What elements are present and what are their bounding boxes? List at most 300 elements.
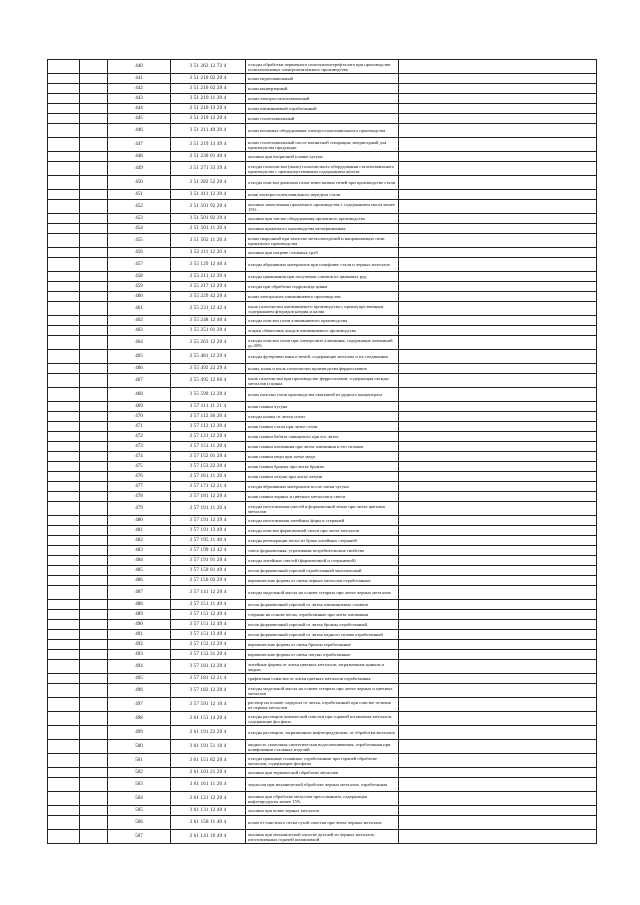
row-number: 450 xyxy=(108,176,171,190)
table-row xyxy=(48,326,597,336)
blank-cell xyxy=(48,214,80,224)
blank-cell xyxy=(399,650,597,660)
waste-name: шлак плавки латуни при литье латуни xyxy=(246,472,399,482)
row-number: 476 xyxy=(108,472,171,482)
fkko-code: 3 51 263 12 72 4 xyxy=(171,60,246,74)
blank-cell xyxy=(48,566,80,576)
blank-cell xyxy=(80,152,108,162)
blank-cell xyxy=(48,674,80,684)
blank-cell xyxy=(80,412,108,422)
blank-cell xyxy=(399,138,597,152)
blank-cell xyxy=(80,176,108,190)
row-number: 445 xyxy=(108,114,171,124)
blank-cell xyxy=(48,422,80,432)
row-number: 506 xyxy=(108,816,171,830)
blank-cell xyxy=(399,200,597,214)
waste-name: шлам сварочный при зачистке металлоизделий и направляющих печи прокатного производства xyxy=(246,234,399,248)
blank-cell xyxy=(80,816,108,830)
row-number: 464 xyxy=(108,336,171,350)
blank-cell xyxy=(48,586,80,600)
waste-name: отходы очистки газов алюминиевого производства xyxy=(246,316,399,326)
table-row xyxy=(48,364,597,374)
waste-name: отходы абразивных материалов после литья чугуна xyxy=(246,482,399,492)
waste-name: шлам медеплавильный xyxy=(246,74,399,84)
waste-name: песок формовочный горелый отработанный малоопасный xyxy=(246,566,399,576)
waste-name: шлам сталеплавильный после магнитной сепарации, непригодный для производства продукции xyxy=(246,138,399,152)
blank-cell xyxy=(399,740,597,754)
table-row xyxy=(48,712,597,726)
blank-cell xyxy=(80,452,108,462)
blank-cell xyxy=(48,650,80,660)
blank-cell xyxy=(48,84,80,94)
blank-cell xyxy=(80,472,108,482)
blank-cell xyxy=(399,726,597,740)
blank-cell xyxy=(399,316,597,326)
fkko-code: 3 61 131 12 40 4 xyxy=(171,806,246,816)
blank-cell xyxy=(48,326,80,336)
table-row xyxy=(48,60,597,74)
fkko-code: 3 55 231 12 42 4 xyxy=(171,302,246,316)
row-number: 471 xyxy=(108,422,171,432)
blank-cell xyxy=(80,190,108,200)
row-number: 479 xyxy=(108,502,171,516)
blank-cell xyxy=(399,620,597,630)
row-number: 461 xyxy=(108,302,171,316)
waste-name: отходы растворов химической очистки при горячей штамповке металлов, содержащие фосфаты xyxy=(246,712,399,726)
blank-cell xyxy=(80,364,108,374)
fkko-code: 3 51 501 11 20 4 xyxy=(171,224,246,234)
blank-cell xyxy=(80,258,108,272)
row-number: 495 xyxy=(108,674,171,684)
table-body xyxy=(48,60,597,844)
fkko-code: 3 57 112 30 20 4 xyxy=(171,412,246,422)
row-number: 468 xyxy=(108,388,171,402)
waste-name: песок формовочный горелый от литья медного сплава отработанный xyxy=(246,630,399,640)
table-row xyxy=(48,472,597,482)
fkko-code: 3 51 282 52 20 4 xyxy=(171,176,246,190)
waste-name: отходы цинковые сплавные, отработанные при горячей обработке металлов, содержащие фосфаты xyxy=(246,754,399,768)
row-number: 442 xyxy=(108,84,171,94)
table-row xyxy=(48,84,597,94)
waste-name: шлак плавки чугуна xyxy=(246,402,399,412)
fkko-code: 3 51 210 02 20 4 xyxy=(171,84,246,94)
blank-cell xyxy=(399,422,597,432)
blank-cell xyxy=(80,492,108,502)
blank-cell xyxy=(48,816,80,830)
waste-name: шлам электросталеплавильный xyxy=(246,94,399,104)
fkko-code: 3 57 151 12 49 4 xyxy=(171,610,246,620)
fkko-code: 3 55 590 12 20 4 xyxy=(171,388,246,402)
blank-cell xyxy=(48,600,80,610)
waste-name: отходы при обработке гидроксида цинка xyxy=(246,282,399,292)
fkko-code: 3 51 502 11 20 4 xyxy=(171,234,246,248)
blank-cell xyxy=(48,640,80,650)
blank-cell xyxy=(80,740,108,754)
waste-name: окалина при чистке оборудования прокатного производства xyxy=(246,214,399,224)
row-number: 486 xyxy=(108,576,171,586)
blank-cell xyxy=(80,684,108,698)
blank-cell xyxy=(48,74,80,84)
row-number: 467 xyxy=(108,374,171,388)
row-number: 483 xyxy=(108,546,171,556)
waste-name: шлак плавки алюминия при литье алюминия и его сплавов xyxy=(246,442,399,452)
fkko-code: 3 51 501 92 20 4 xyxy=(171,200,246,214)
blank-cell xyxy=(80,792,108,806)
row-number: 493 xyxy=(108,650,171,660)
row-number: 463 xyxy=(108,326,171,336)
waste-name: отходы модельной массы на основе стеарата при литье черных и цветных металлов xyxy=(246,684,399,698)
blank-cell xyxy=(399,674,597,684)
blank-cell xyxy=(48,292,80,302)
fkko-code: 3 61 151 82 20 4 xyxy=(171,754,246,768)
blank-cell xyxy=(48,740,80,754)
fkko-code: 3 57 151 11 49 4 xyxy=(171,600,246,610)
row-number: 456 xyxy=(108,248,171,258)
fkko-code: 3 52 111 12 20 4 xyxy=(171,248,246,258)
row-number: 458 xyxy=(108,272,171,282)
blank-cell xyxy=(399,698,597,712)
table-row xyxy=(48,754,597,768)
table-row xyxy=(48,422,597,432)
waste-name: окалина при механической очистке деталей из черных металлов, изготовленных горячей штамповкой xyxy=(246,830,399,844)
table-row xyxy=(48,388,597,402)
table-row xyxy=(48,830,597,844)
blank-cell xyxy=(80,830,108,844)
table-row xyxy=(48,248,597,258)
blank-cell xyxy=(48,610,80,620)
blank-cell xyxy=(48,234,80,248)
table-row xyxy=(48,792,597,806)
fkko-code: 3 57 181 12 20 4 xyxy=(171,492,246,502)
fkko-code: 3 57 153 22 20 4 xyxy=(171,462,246,472)
fkko-code: 3 61 191 51 10 4 xyxy=(171,740,246,754)
waste-name: шлак плавки стали при литье стали xyxy=(246,422,399,432)
blank-cell xyxy=(80,462,108,472)
blank-cell xyxy=(399,546,597,556)
fkko-code: 3 57 195 11 40 4 xyxy=(171,536,246,546)
blank-cell xyxy=(48,754,80,768)
row-number: 460 xyxy=(108,292,171,302)
blank-cell xyxy=(80,234,108,248)
blank-cell xyxy=(399,792,597,806)
blank-cell xyxy=(80,712,108,726)
blank-cell xyxy=(80,576,108,586)
blank-cell xyxy=(48,176,80,190)
blank-cell xyxy=(48,94,80,104)
blank-cell xyxy=(399,586,597,600)
blank-cell xyxy=(80,60,108,74)
table-row xyxy=(48,576,597,586)
fkko-code: 3 55 211 12 29 4 xyxy=(171,272,246,282)
row-number: 462 xyxy=(108,316,171,326)
fkko-code: 3 57 591 12 10 4 xyxy=(171,698,246,712)
table-row xyxy=(48,640,597,650)
fkko-code: 3 55 248 12 40 4 xyxy=(171,316,246,326)
waste-name: отходы очистки дымовых газов известковых печей при производстве стали xyxy=(246,176,399,190)
fkko-code: 3 57 151 12 49 4 xyxy=(171,620,246,630)
fkko-code: 3 57 151 11 20 4 xyxy=(171,442,246,452)
table-row xyxy=(48,556,597,566)
blank-cell xyxy=(48,660,80,674)
blank-cell xyxy=(80,224,108,234)
table-row xyxy=(48,768,597,778)
row-number: 488 xyxy=(108,600,171,610)
row-number: 477 xyxy=(108,482,171,492)
blank-cell xyxy=(399,374,597,388)
waste-name: песок формовочный горелый от литья алюминиевых сплавов xyxy=(246,600,399,610)
blank-cell xyxy=(399,768,597,778)
row-number: 455 xyxy=(108,234,171,248)
table-row xyxy=(48,138,597,152)
blank-cell xyxy=(48,152,80,162)
table-row xyxy=(48,74,597,84)
row-number: 492 xyxy=(108,640,171,650)
blank-cell xyxy=(48,768,80,778)
blank-cell xyxy=(48,576,80,586)
blank-cell xyxy=(399,816,597,830)
waste-name: отходы абразивных материалов при шлифовке стали и черных металлов xyxy=(246,258,399,272)
row-number: 485 xyxy=(108,566,171,576)
table-row xyxy=(48,536,597,546)
blank-cell xyxy=(399,412,597,422)
waste-name: шлак плавки бронзы при литье бронзы xyxy=(246,462,399,472)
row-number: 499 xyxy=(108,726,171,740)
waste-name: отходы литейных смесей (формовочной и стержневой) xyxy=(246,556,399,566)
blank-cell xyxy=(80,482,108,492)
row-number: 496 xyxy=(108,684,171,698)
fkko-code: 3 51 210 13 20 4 xyxy=(171,104,246,114)
fkko-code: 3 55 481 12 29 4 xyxy=(171,350,246,364)
waste-name: отходы цинкования при получении слитков из цинковых руд xyxy=(246,272,399,282)
blank-cell xyxy=(80,442,108,452)
fkko-code: 3 61 158 11 40 4 xyxy=(171,816,246,830)
waste-name: шлам сталеплавильный xyxy=(246,114,399,124)
blank-cell xyxy=(80,74,108,84)
blank-cell xyxy=(48,830,80,844)
blank-cell xyxy=(399,336,597,350)
waste-name: шлам от очистного песка сухой очистки при литье черных металлов xyxy=(246,816,399,830)
waste-name: шлам печатных оборудования электросталеплавильного производства xyxy=(246,124,399,138)
blank-cell xyxy=(48,472,80,482)
blank-cell xyxy=(399,248,597,258)
blank-cell xyxy=(399,556,597,566)
blank-cell xyxy=(80,402,108,412)
blank-cell xyxy=(80,640,108,650)
blank-cell xyxy=(80,432,108,442)
blank-cell xyxy=(80,336,108,350)
blank-cell xyxy=(80,586,108,600)
blank-cell xyxy=(399,432,597,442)
blank-cell xyxy=(399,364,597,374)
row-number: 487 xyxy=(108,586,171,600)
blank-cell xyxy=(399,712,597,726)
waste-name: шлак электросталеплавильного передела стали xyxy=(246,190,399,200)
row-number: 470 xyxy=(108,412,171,422)
blank-cell xyxy=(80,104,108,114)
table-row xyxy=(48,660,597,674)
row-number: 481 xyxy=(108,526,171,536)
fkko-code: 3 57 112 12 20 4 xyxy=(171,422,246,432)
fkko-code: 3 51 271 33 39 4 xyxy=(171,162,246,176)
row-number: 466 xyxy=(108,364,171,374)
waste-name: отходы очистки газов при электролизе алюминия, содержащие алюминий до 20% xyxy=(246,336,399,350)
table-row xyxy=(48,684,597,698)
blank-cell xyxy=(399,214,597,224)
fkko-code: 3 57 191 12 39 4 xyxy=(171,516,246,526)
table-row xyxy=(48,442,597,452)
waste-name: шлам конвертерный xyxy=(246,84,399,94)
blank-cell xyxy=(399,830,597,844)
blank-cell xyxy=(48,792,80,806)
table-row xyxy=(48,586,597,600)
waste-name: литейные формы от литья цветных металлов, загрязненные цинком и медью xyxy=(246,660,399,674)
blank-cell xyxy=(80,660,108,674)
fkko-code: 3 55 129 12 40 4 xyxy=(171,258,246,272)
blank-cell xyxy=(80,502,108,516)
table-row xyxy=(48,740,597,754)
blank-cell xyxy=(80,620,108,630)
waste-name: огарки обжиговых анодов алюминиевого производства xyxy=(246,326,399,336)
fkko-code: 3 61 191 22 20 4 xyxy=(171,726,246,740)
blank-cell xyxy=(399,234,597,248)
table-row xyxy=(48,272,597,282)
row-number: 465 xyxy=(108,350,171,364)
fkko-code: 3 55 263 12 20 4 xyxy=(171,336,246,350)
waste-name: отходы изготовления смесей в формовочной земле при литье цветных металлов xyxy=(246,502,399,516)
blank-cell xyxy=(399,94,597,104)
table-row xyxy=(48,190,597,200)
blank-cell xyxy=(48,502,80,516)
waste-name: шлак плавки черных и цветных металлов в смеси xyxy=(246,492,399,502)
waste-name: шлам алюминиевый отработанный xyxy=(246,104,399,114)
table-row xyxy=(48,124,597,138)
waste-name: отходы газоочистки (пыль) газоочистного оборудования сталеплавильного производства с преимущественным содержанием железа xyxy=(246,162,399,176)
fkko-code: 3 57 150 02 29 4 xyxy=(171,576,246,586)
blank-cell xyxy=(48,516,80,526)
fkko-code: 3 57 171 12 21 4 xyxy=(171,482,246,492)
blank-cell xyxy=(399,74,597,84)
blank-cell xyxy=(80,698,108,712)
fkko-code: 3 55 495 12 60 4 xyxy=(171,374,246,388)
row-number: 441 xyxy=(108,74,171,84)
fkko-code: 3 61 101 21 20 4 xyxy=(171,768,246,778)
table-row xyxy=(48,350,597,364)
blank-cell xyxy=(399,326,597,336)
blank-cell xyxy=(48,162,80,176)
fkko-code: 3 57 191 11 20 4 xyxy=(171,502,246,516)
blank-cell xyxy=(399,442,597,452)
blank-cell xyxy=(80,114,108,124)
fkko-code: 3 61 151 14 20 4 xyxy=(171,712,246,726)
table-row xyxy=(48,806,597,816)
table-row xyxy=(48,816,597,830)
table-row xyxy=(48,620,597,630)
blank-cell xyxy=(80,84,108,94)
blank-cell xyxy=(48,806,80,816)
fkko-code: 3 57 141 12 20 4 xyxy=(171,586,246,600)
blank-cell xyxy=(399,640,597,650)
table-row xyxy=(48,114,597,124)
row-number: 475 xyxy=(108,462,171,472)
blank-cell xyxy=(48,336,80,350)
table-row xyxy=(48,292,597,302)
blank-cell xyxy=(80,422,108,432)
blank-cell xyxy=(48,282,80,292)
row-number: 497 xyxy=(108,698,171,712)
blank-cell xyxy=(80,162,108,176)
blank-cell xyxy=(399,610,597,620)
waste-name: керамические формы от литья бронзы отработанные xyxy=(246,640,399,650)
fkko-code: 3 55 492 22 29 4 xyxy=(171,364,246,374)
blank-cell xyxy=(48,350,80,364)
blank-cell xyxy=(399,754,597,768)
blank-cell xyxy=(80,610,108,620)
blank-cell xyxy=(399,630,597,640)
waste-classification-table xyxy=(47,59,597,844)
blank-cell xyxy=(48,726,80,740)
table-row xyxy=(48,258,597,272)
fkko-code: 3 55 217 12 29 4 xyxy=(171,282,246,292)
waste-name: шлак плавки меди при литье меди xyxy=(246,452,399,462)
blank-cell xyxy=(48,462,80,472)
blank-cell xyxy=(48,684,80,698)
row-number: 469 xyxy=(108,402,171,412)
blank-cell xyxy=(80,282,108,292)
blank-cell xyxy=(48,200,80,214)
row-number: 452 xyxy=(108,200,171,214)
table-row xyxy=(48,546,597,556)
waste-name: шлам электролиза алюминиевого производства xyxy=(246,292,399,302)
blank-cell xyxy=(48,316,80,326)
blank-cell xyxy=(399,452,597,462)
blank-cell xyxy=(48,248,80,258)
fkko-code: 3 51 501 92 29 4 xyxy=(171,214,246,224)
waste-name: песок формовочный горелый от литья бронзы отработанный xyxy=(246,620,399,630)
fkko-code: 3 57 151 13 49 4 xyxy=(171,630,246,640)
blank-cell xyxy=(399,162,597,176)
row-number: 440 xyxy=(108,60,171,74)
table-row xyxy=(48,526,597,536)
waste-name: графитовая оснастка от литья цветных металлов отработанная xyxy=(246,674,399,684)
blank-cell xyxy=(399,806,597,816)
blank-cell xyxy=(80,754,108,768)
blank-cell xyxy=(48,60,80,74)
table-row xyxy=(48,630,597,640)
waste-name: отходы растворов, загрязненные нефтепродуктами, от обработки металлов xyxy=(246,726,399,740)
row-number: 443 xyxy=(108,94,171,104)
waste-name: раствор на основе сидерола от литья, отработанный при очистке отливок из черных металлов xyxy=(246,698,399,712)
row-number: 459 xyxy=(108,282,171,292)
table-row xyxy=(48,482,597,492)
row-number: 489 xyxy=(108,610,171,620)
blank-cell xyxy=(399,778,597,792)
blank-cell xyxy=(80,138,108,152)
row-number: 505 xyxy=(108,806,171,816)
blank-cell xyxy=(399,292,597,302)
row-number: 482 xyxy=(108,536,171,546)
table-row xyxy=(48,492,597,502)
row-number: 500 xyxy=(108,740,171,754)
blank-cell xyxy=(48,104,80,114)
blank-cell xyxy=(399,190,597,200)
fkko-code: 3 61 141 10 49 4 xyxy=(171,830,246,844)
fkko-code: 3 51 210 11 20 4 xyxy=(171,94,246,104)
table-row xyxy=(48,462,597,472)
waste-name: отходы регенерации песка из брака литейных стержней xyxy=(246,536,399,546)
blank-cell xyxy=(399,258,597,272)
waste-name: отходы шлака от литья стали xyxy=(246,412,399,422)
waste-name: окалина прокатного производства незагрязненная xyxy=(246,224,399,234)
